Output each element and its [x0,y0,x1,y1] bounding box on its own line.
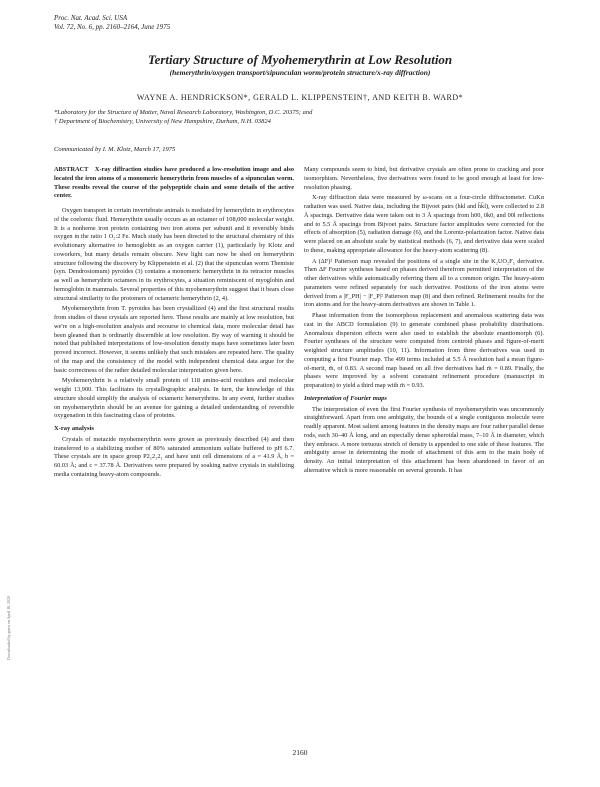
affiliation-1: *Laboratory for the Structure of Matter, Naval Research Laboratory, Washington, D.C. 20375; and [54,109,313,116]
left-paragraph: Myohemerythrin is a relatively small protein of 118 amino-acid residues and molecular weight 13,900. This facilitates its crystallographic analysis. In turn, the knowledge of this structure should simplify the analysis of octameric hemerythrins. In any event, further studies on myohemerythrin should be an avenue for gaining a detailed understanding of reversible oxygenation in this fascinating class of proteins. [54,377,294,420]
journal-volume: Vol. 72, No. 6, pp. 2160–2164, June 1975 [54,23,171,31]
section-heading-xray: X-ray analysis [54,425,94,432]
right-paragraph: A (ΔF)² Patterson map revealed the positions of a single site in the K₂UO₂F₅ derivative. Then ΔF Fourier syntheses based on phases derived therefrom permitted interpretation of the other derivatives while automatically referring them all to a common origin. The heavy-atom parameters were refined separately for each derivative. Positions of the iron atoms were derived from a |F_PH| − |F_P|² Patterson map (8) and then refined. Refinement results for the iron atoms and for the heavy-atom derivatives are shown in Table 1. [304,257,544,309]
right-column [304,166,544,478]
right-paragraph: X-ray diffraction data were measured by ω-scans on a four-circle diffractometer. CuKα radiation was used. Native data, including the Bijvoet pairs (hkl and h̄k̄l), were collected to 2.8 Å spacings. Derivative data were taken out to 3 Å spacings from h00, 0k0, and 00l reflections and to 5.5 Å spacings from Bijvoet pairs. Structure factor amplitudes were corrected for the effects of absorption (5), radiation damage (6), and the Lorentz-polarization factor. Native data were placed on an absolute scale by statistical methods (6, 7), and derivative data were scaled to these, making appropriate allowance for the heavy-atom scattering (8). [304,194,544,254]
abstract [54,166,294,201]
xray-paragraph: Crystals of metazide myohemerythrin were grown as previously described (4) and then transferred to a stabilizing mother of 80% saturated ammonium sulfate buffered to pH 6.7. These crystals are in space group P2₁2₁2₁ and have unit cell dimensions of a = 41.9 Å, b = 60.03 Å; and c = 37.78 Å. Derivatives were prepared by soaking native crystals in stabilizing media containing heavy-atom compounds. [54,435,294,478]
left-paragraph: Oxygen transport in certain invertebrate animals is mediated by hemerythrin in erythrocytes of the coelomic fluid. Hemerythrin usually occurs as an octamer of 108,000 molecular weight. It is a nonheme iron protein containing two iron atoms per subunit and it reversibly binds oxygen in the ratio 1 O₂:2 Fe. Much study has been directed to the structural chemistry of this evolutionary alternative to hemoglobin as an oxygen carrier (1), particularly by Klotz and coworkers, but many details remain obscure. New light can now be shed on hemerythrin structure following the discovery by Klippenstein et al. (2) that the sipunculan worm Themiste (syn. Dendrostomum) pyroides (3) contains a monomeric hemerythrin in its retractor muscles as well as hemerythrin octamers in its erythrocytes, a situation reminiscent of myoglobin and hemoglobin in mammals. Several properties of this myohemerythrin suggest that it bears close structural similarity to the protomers of octameric hemerythrin (2, 4). [54,207,294,302]
communicated-by: Communicated by I. M. Klotz, March 17, 1975 [54,146,176,153]
author-list: WAYNE A. HENDRICKSON*, GERALD L. KLIPPENSTEIN†, AND KEITH B. WARD* [136,93,464,102]
affiliations [54,108,554,126]
right-paragraph: Many compounds seem to bind, but derivative crystals are often prone to cracking and poor isomorphism. Nevertheless, five derivatives were found to be good enough at least for low-resolution phasing. [304,166,544,191]
right-paragraph: Phase information from the isomorphous replacement and anomalous scattering data was cast in the ABCD formulation (9) to generate combined phase probability distributions. Anomalous dispersion effects were also used to establish the absolute enantiomorph (6). Fourier syntheses of the structure were computed from centroid phases and figure-of-merit weighted structure amplitudes (10, 11). Information from three derivatives was used in computing a first Fourier map. The 499 terms included at 5.5 Å resolution had a mean figure-of-merit, m̄, of 0.83. A second map based on all five derivatives had m̄ = 0.89. Finally, the phases were improved by a solvent constraint refinement procedure (manuscript in preparation) to yield a third map with m̄ = 0.93. [304,312,544,389]
affiliation-2: † Department of Biochemistry, University of New Hampshire, Durham, N.H. 03824 [54,118,271,125]
page-number: 2160 [292,748,308,757]
article-title: Tertiary Structure of Myohemerythrin at Low Resolution [147,52,453,67]
journal-header [54,14,170,32]
article-keywords: (hemerythrin/oxygen transport/sipunculan worm/protein structure/x-ray diffraction) [169,68,431,77]
section-heading-interpretation: Interpretation of Fourier maps [304,394,387,402]
download-watermark: Downloaded by guest on April 16, 2020 [6,595,11,660]
left-column [54,166,294,482]
left-paragraph: Myohemerythrin from T. pyroides has been crystallized (4) and the first structural results from studies of these crystals are reported here. These results are mainly at low resolution, but we're on a high-resolution analysis and recourse to chemical data, more molecular detail has been gleaned than is ordinarily discernible at low resolution. By way of warning it should be noted that published interpretations of low-resolution density maps have sometimes later been proved incorrect. However, it seems unlikely that such mistakes are repeated here. The quality of the map and the consistency of the model with independent chemical data argue for the basic correctness of the rather detailed molecular interpretation given here. [54,305,294,374]
journal-name: Proc. Nat. Acad. Sci. USA [54,14,128,22]
abstract-text: X-ray diffraction studies have produced a low-resolution image and also located the iron atoms of a monomeric hemerythrin from muscles of a sipunculan worm. These results reveal the course of the polypeptide chain and some details of the active center. [54,166,294,200]
interpretation-paragraph: The interpretation of even the first Fourier synthesis of myohemerythrin was uncommonly straightforward. Apart from one ambiguity, the bounds of a single contiguous molecule were readily apparent. Most salient among features in the density maps are four rather parallel dense rods, each 30–40 Å long, and an especially dense spheroidal mass, 7–10 Å in diameter, which they embrace. A more tortuous stretch of density is appended to one side of these features. The ambiguity arose in determining the mode of attachment of this arm to the main body of density. An initial interpretation of this attachment has been abandoned in favor of an alternative which is more reasonable on several grounds. It has [304,405,544,474]
abstract-label: ABSTRACT [54,166,89,173]
